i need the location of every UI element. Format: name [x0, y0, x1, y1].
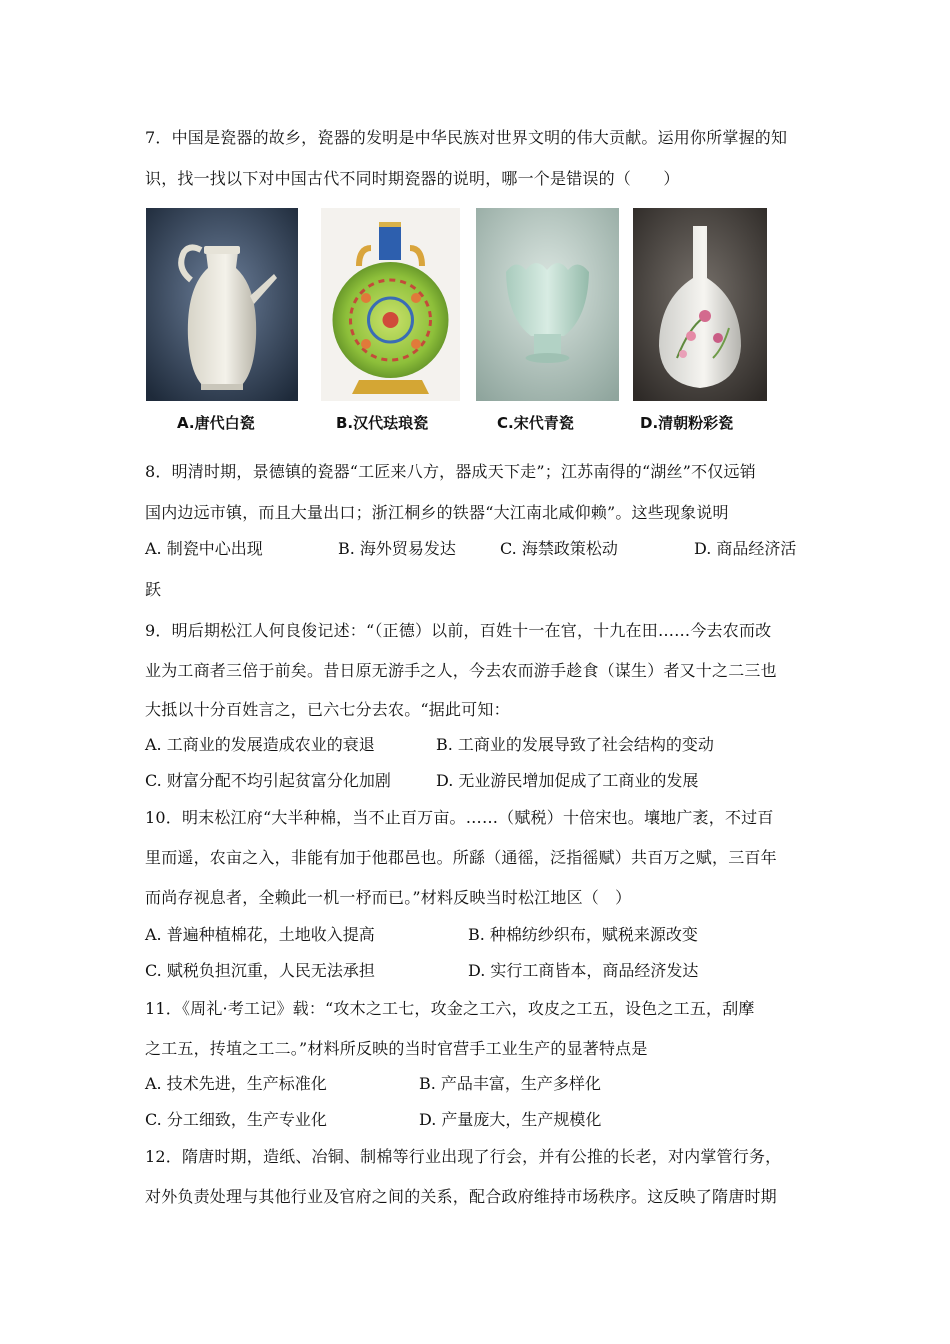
q8-option-b[interactable]: B. 海外贸易发达: [338, 539, 456, 558]
q10-line-1: 10．明末松江府“大半种棉，当不止百万亩。……（赋税）十倍宋也。壤地广袤，不过百: [145, 808, 774, 827]
q10-option-b[interactable]: B. 种棉纺纱织布，赋税来源改变: [468, 925, 698, 944]
caption-a: A.唐代白瓷: [177, 414, 255, 432]
q9-option-c[interactable]: C. 财富分配不均引起贫富分化加剧: [145, 771, 391, 790]
tang-white-porcelain-image: [146, 208, 298, 401]
q9-line-1: 9．明后期松江人何良俊记述：“（正德）以前，百姓十一在官，十九在田……今去农而改: [145, 621, 772, 640]
q8-line-1: 8．明清时期，景德镇的瓷器“工匠来八方，器成天下走”；江苏南得的“湖丝”不仅远销: [145, 462, 756, 481]
q11-line-2: 之工五，抟埴之工二。”材料所反映的当时官营手工业生产的显著特点是: [145, 1039, 648, 1058]
q7-line-1: 7．中国是瓷器的故乡，瓷器的发明是中华民族对世界文明的伟大贡献。运用你所掌握的知: [145, 128, 788, 147]
q10-option-a[interactable]: A. 普遍种植棉花，土地收入提高: [145, 925, 375, 944]
q8-option-a[interactable]: A. 制瓷中心出现: [145, 539, 263, 558]
q12-line-2: 对外负责处理与其他行业及官府之间的关系，配合政府维持市场秩序。这反映了隋唐时期: [145, 1187, 777, 1206]
q9-option-b[interactable]: B. 工商业的发展导致了社会结构的变动: [436, 735, 714, 754]
q8-option-d-wrap: 跃: [145, 580, 162, 599]
q12-line-1: 12．隋唐时期，造纸、冶铜、制棉等行业出现了行会，并有公推的长老，对内掌管行务，: [145, 1147, 782, 1166]
caption-c: C.宋代青瓷: [497, 414, 574, 432]
q11-option-b[interactable]: B. 产品丰富，生产多样化: [419, 1074, 601, 1093]
q11-option-a[interactable]: A. 技术先进，生产标准化: [145, 1074, 327, 1093]
q10-option-c[interactable]: C. 赋税负担沉重，人民无法承担: [145, 961, 375, 980]
q11-option-c[interactable]: C. 分工细致，生产专业化: [145, 1110, 327, 1129]
q8-option-c[interactable]: C. 海禁政策松动: [500, 539, 618, 558]
q10-option-d[interactable]: D. 实行工商皆本，商品经济发达: [468, 961, 699, 980]
caption-b: B.汉代珐琅瓷: [336, 414, 429, 432]
q10-line-2: 里而遥，农亩之入，非能有加于他郡邑也。所繇（通徭，泛指徭赋）共百万之赋，三百年: [145, 848, 777, 867]
q9-option-a[interactable]: A. 工商业的发展造成农业的衰退: [145, 735, 375, 754]
q9-line-2: 业为工商者三倍于前矣。昔日原无游手之人，今去农而游手趁食（谋生）者又十之二三也: [145, 661, 777, 680]
q7-line-2: 识，找一找以下对中国古代不同时期瓷器的说明，哪一个是错误的（ ）: [145, 169, 680, 188]
q10-line-3: 而尚存视息者，全赖此一机一杼而已。”材料反映当时松江地区（ ）: [145, 888, 632, 907]
q11-line-1: 11．《周礼·考工记》载：“攻木之工七，攻金之工六，攻皮之工五，设色之工五，刮摩: [145, 999, 755, 1018]
qing-famille-rose-image: [633, 208, 767, 401]
caption-d: D.清朝粉彩瓷: [640, 414, 734, 432]
q9-line-3: 大抵以十分百姓言之，已六七分去农。“据此可知：: [145, 700, 510, 719]
q8-option-d[interactable]: D. 商品经济活: [694, 539, 797, 558]
q11-option-d[interactable]: D. 产量庞大，生产规模化: [419, 1110, 602, 1129]
enamel-flask-image: [321, 208, 460, 401]
q9-option-d[interactable]: D. 无业游民增加促成了工商业的发展: [436, 771, 699, 790]
q8-line-2: 国内边远市镇，而且大量出口；浙江桐乡的铁器“大江南北咸仰赖”。这些现象说明: [145, 503, 729, 522]
song-celadon-image: [476, 208, 619, 401]
